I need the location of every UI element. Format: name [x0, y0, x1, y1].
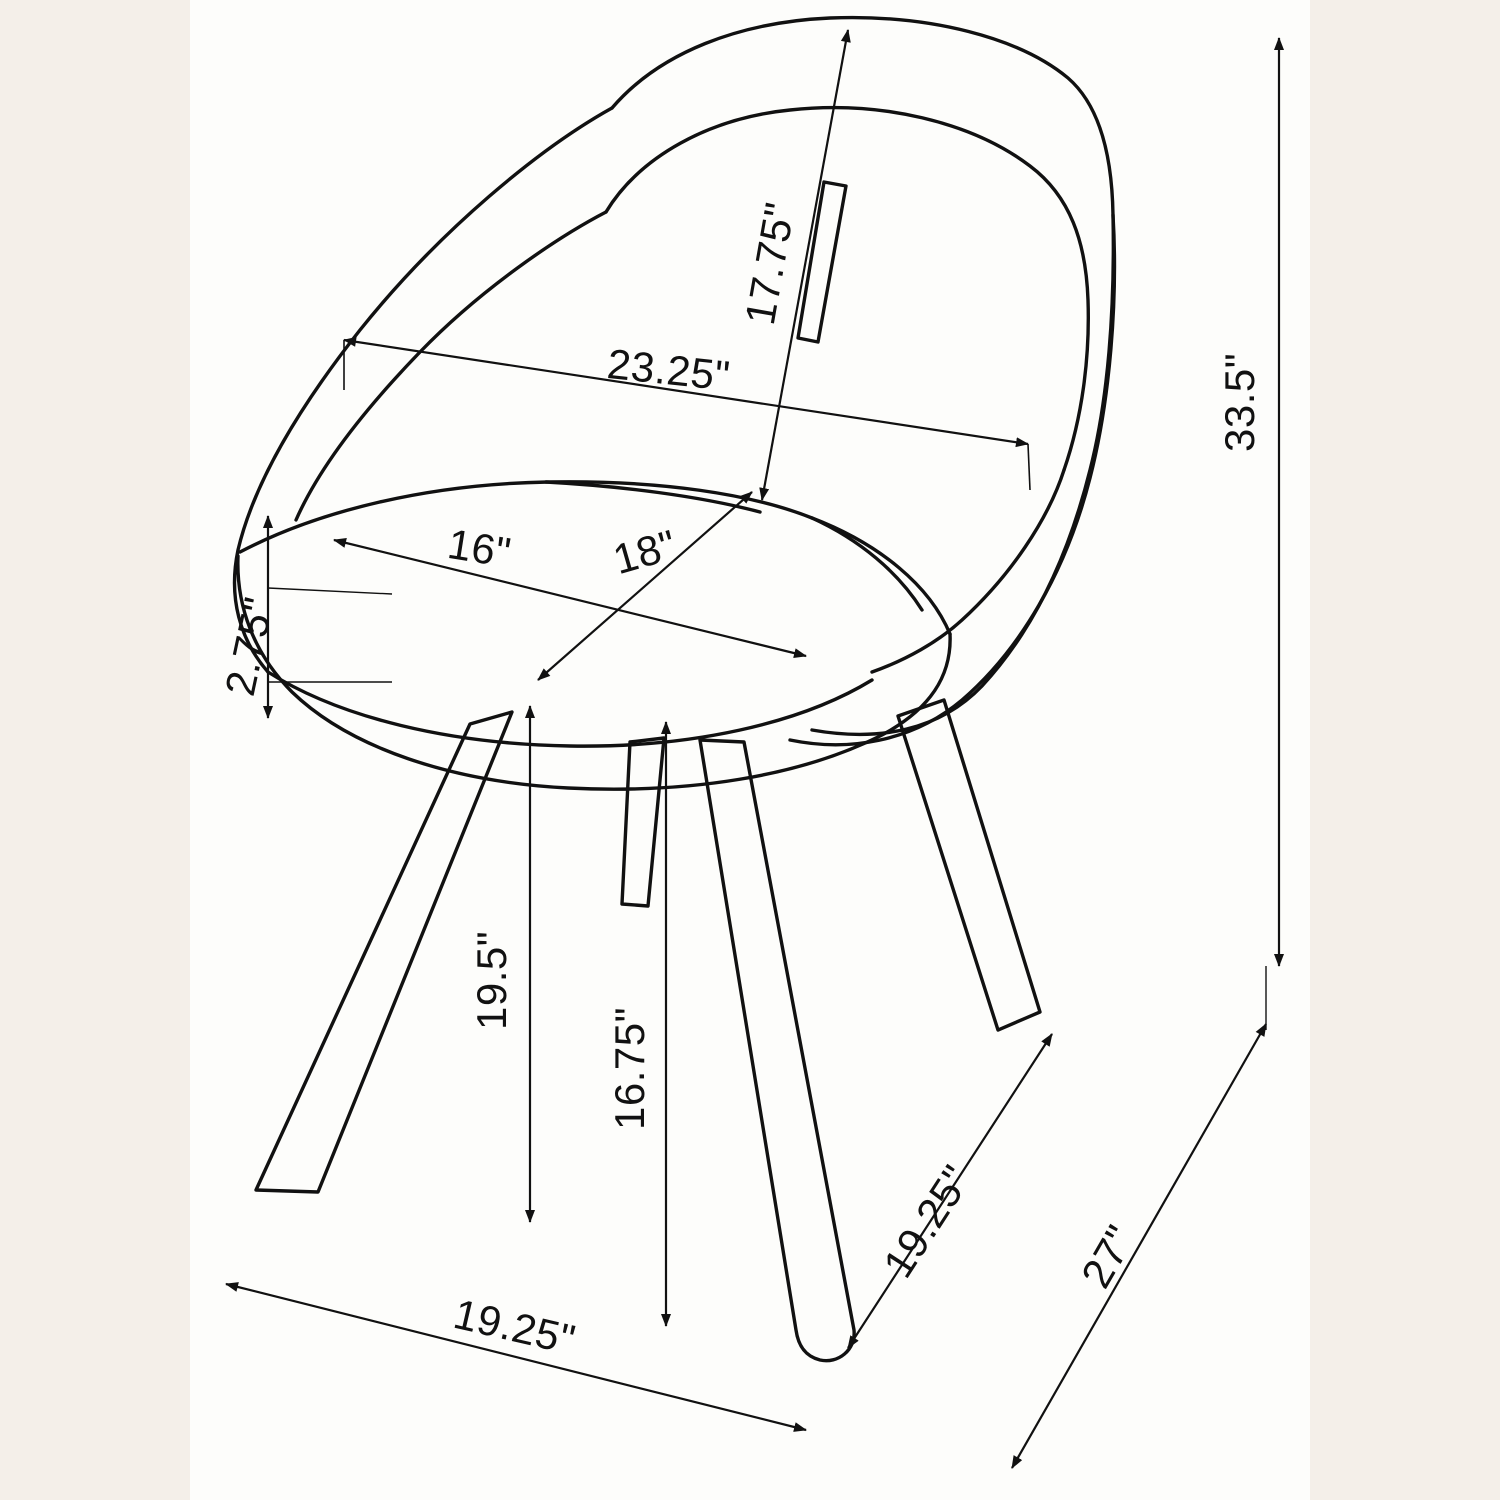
dimension-label-leg-spread-side: 19.25" — [874, 1156, 981, 1286]
dimension-label-seat-height: 16.75" — [606, 1006, 653, 1130]
dimension-label-seat-thickness: 2.75" — [216, 593, 283, 700]
dimension-label-overall-depth: 27" — [1072, 1217, 1145, 1296]
dimension-label-leg-spread-front: 19.25" — [449, 1290, 580, 1364]
dimension-label-front-leg-height: 19.5" — [468, 930, 515, 1030]
dimension-label-backrest-height: 17.75" — [736, 198, 804, 329]
dimension-label-back-width: 23.25" — [605, 340, 733, 400]
dimension-label-overall-height: 33.5" — [1216, 352, 1263, 452]
dimension-label-seat-depth: 16" — [444, 520, 515, 577]
dimension-label-seat-width: 18" — [608, 520, 682, 584]
